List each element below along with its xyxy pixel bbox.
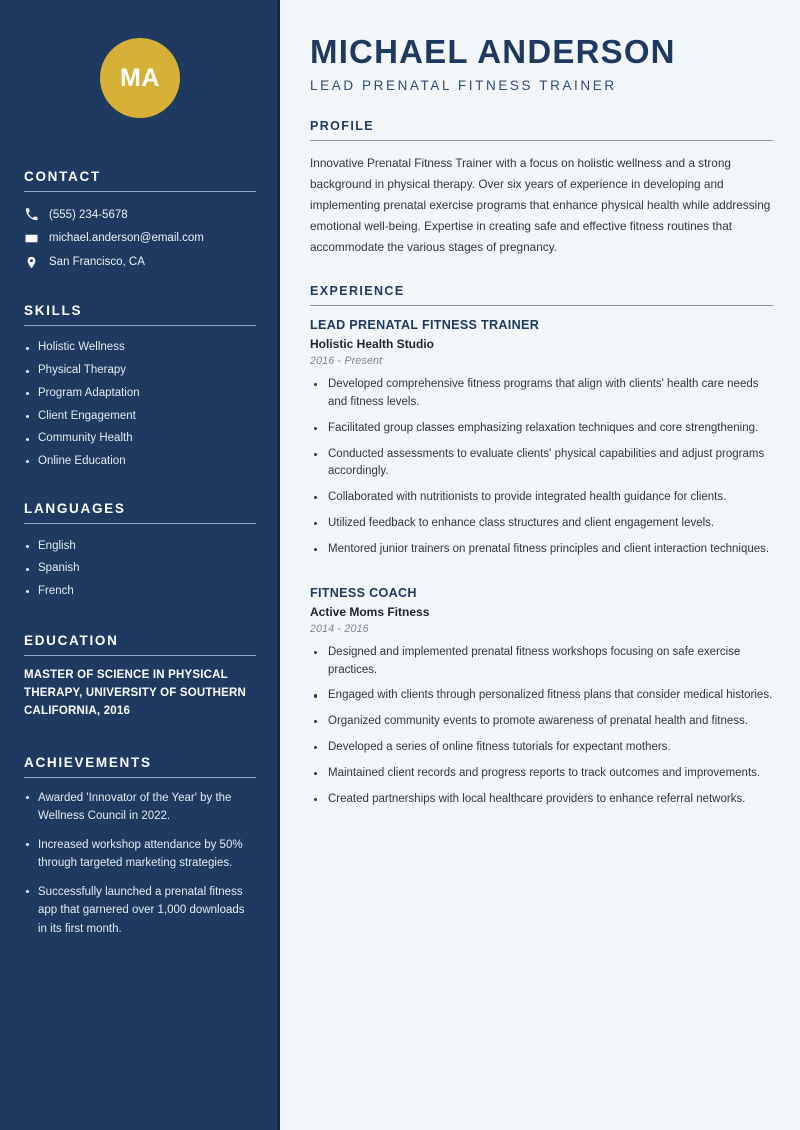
achievements-list — [24, 789, 256, 949]
list-item: Client Engagement — [24, 405, 256, 428]
contact-heading: CONTACT — [24, 169, 101, 184]
list-item: Utilized feedback to enhance class structures and client engagement levels. — [310, 515, 773, 541]
list-item: French — [24, 580, 256, 603]
contact-phone-value: (555) 234-5678 — [49, 208, 128, 221]
phone-icon — [24, 208, 38, 221]
languages-divider — [24, 523, 256, 524]
experience-company: Active Moms Fitness — [310, 604, 430, 619]
list-item: Awarded 'Innovator of the Year' by the Wellness Council in 2022. — [24, 789, 256, 836]
experience-dates: 2016 - Present — [310, 355, 383, 368]
languages-section — [24, 501, 256, 603]
contact-email-value: michael.anderson@email.com — [49, 232, 204, 245]
list-item: Mentored junior trainers on prenatal fitness principles and client interaction techniques. — [310, 541, 773, 567]
contact-section — [24, 169, 256, 275]
skills-section — [24, 303, 256, 473]
list-item: Online Education — [24, 450, 256, 473]
contact-item-phone[interactable] — [24, 203, 256, 227]
languages-list — [24, 535, 256, 603]
achievements-section — [24, 755, 256, 949]
contact-item-location[interactable] — [24, 251, 256, 275]
skills-list — [24, 337, 256, 473]
contact-item-email[interactable] — [24, 227, 256, 251]
sidebar — [0, 0, 280, 1130]
map-pin-icon — [24, 256, 38, 269]
experience-entry — [310, 318, 773, 567]
list-item: Designed and implemented prenatal fitness workshops focusing on safe exercise practices. — [310, 644, 773, 688]
experience-dates: 2014 - 2016 — [310, 622, 369, 635]
achievements-heading: ACHIEVEMENTS — [24, 754, 152, 770]
list-item: Successfully launched a prenatal fitness app that garnered over 1,000 downloads in its first month. — [24, 883, 256, 948]
skills-heading: SKILLS — [24, 302, 83, 318]
education-entry: MASTER OF SCIENCE IN PHYSICAL THERAPY, UNIVERSITY OF SOUTHERN CALIFORNIA, 2016 — [24, 669, 246, 717]
list-item: Community Health — [24, 428, 256, 451]
experience-heading: EXPERIENCE — [310, 284, 405, 299]
list-item: Physical Therapy — [24, 360, 256, 383]
languages-heading: LANGUAGES — [24, 501, 126, 517]
profile-heading: PROFILE — [310, 119, 374, 134]
experience-entry — [310, 586, 773, 817]
list-item: Increased workshop attendance by 50% through targeted marketing strategies. — [24, 836, 256, 883]
list-item: Organized community events to promote awareness of prenatal health and fitness. — [310, 713, 773, 739]
profile-divider — [310, 140, 773, 141]
education-heading: EDUCATION — [24, 633, 119, 649]
list-item: Program Adaptation — [24, 382, 256, 405]
list-item: Facilitated group classes emphasizing relaxation techniques and core strengthening. — [310, 420, 773, 446]
page-title: MICHAEL ANDERSON — [310, 33, 676, 70]
experience-bullet-list — [310, 376, 773, 567]
list-item: Created partnerships with local healthcare providers to enhance referral networks. — [310, 791, 773, 817]
list-item: Developed comprehensive fitness programs that align with clients' health care needs and fitness levels. — [310, 376, 773, 420]
avatar: MA — [100, 38, 180, 118]
main-content — [280, 0, 800, 1130]
experience-job-title: FITNESS COACH — [310, 585, 417, 600]
list-item: Developed a series of online fitness tutorials for expectant mothers. — [310, 739, 773, 765]
list-item: Collaborated with nutritionists to provide integrated health guidance for clients. — [310, 489, 773, 515]
list-item: Conducted assessments to evaluate clients' physical capabilities and adjust programs accordingly. — [310, 446, 773, 490]
list-item: English — [24, 535, 256, 558]
experience-bullet-list — [310, 644, 773, 817]
experience-company: Holistic Health Studio — [310, 337, 435, 352]
contact-list — [24, 203, 256, 275]
experience-job-title: LEAD PRENATAL FITNESS TRAINER — [310, 318, 540, 333]
skills-divider — [24, 325, 256, 326]
list-item: Holistic Wellness — [24, 337, 256, 360]
experience-section — [310, 284, 773, 816]
achievements-divider — [24, 777, 256, 778]
education-section — [24, 633, 256, 720]
avatar-container — [24, 0, 256, 118]
profile-section — [310, 119, 773, 258]
job-subtitle: LEAD PRENATAL FITNESS TRAINER — [310, 78, 617, 94]
list-item: Maintained client records and progress reports to track outcomes and improvements. — [310, 765, 773, 791]
education-divider — [24, 655, 256, 656]
contact-divider — [24, 191, 256, 192]
list-item: Engaged with clients through personalized fitness plans that consider medical histories. — [310, 687, 773, 713]
contact-location-value: San Francisco, CA — [49, 256, 145, 269]
envelope-icon — [24, 232, 38, 245]
experience-divider — [310, 305, 773, 306]
list-item: Spanish — [24, 558, 256, 581]
profile-text: Innovative Prenatal Fitness Trainer with a focus on holistic wellness and a strong background in physical therapy. Over six years of experience in developing and implementing prenatal exercise programs that enhance physical health while addressing emotional well-being. Expertise in creating safe and effective fitness routines that accommodate the various stages of pregnancy. — [310, 156, 771, 255]
